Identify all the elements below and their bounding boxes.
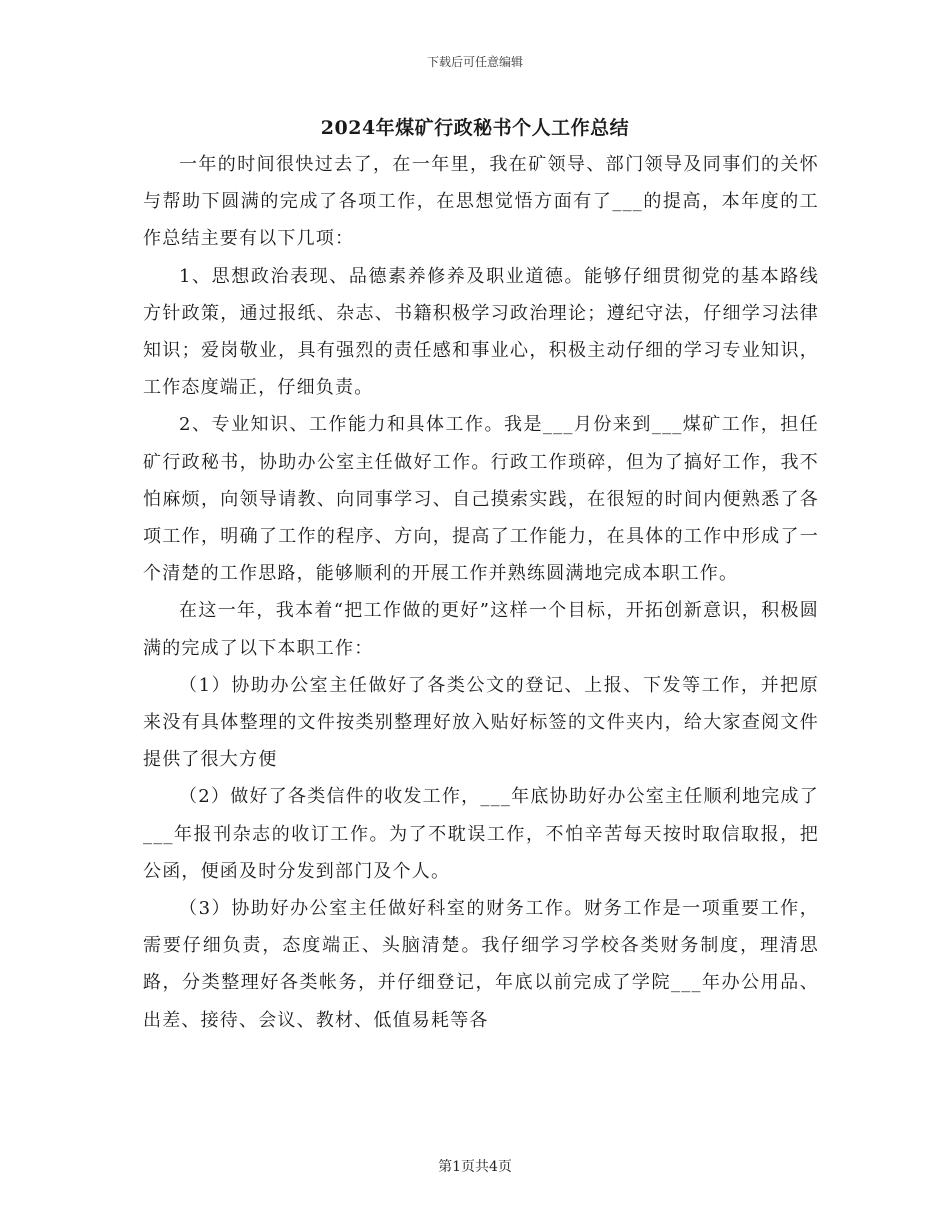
page-number: 第1页共4页 bbox=[438, 1159, 512, 1175]
header-note: 下载后可任意编辑 bbox=[426, 55, 523, 69]
paragraph-duties-intro: 在这一年，我本着“把工作做的更好”这样一个目标，开拓创新意识，积极圆满的完成了以下本职工作： bbox=[143, 600, 819, 659]
paragraph-duty-2: （2）做好了各类信件的收发工作，___年底协助好办公室主任顺利地完成了___年报刊杂志的收订工作。为了不耽误工作，不怕辛苦每天按时取信取报，把公函，便函及时分发到部门及个人。 bbox=[143, 786, 819, 882]
paragraph-duty-3: （3）协助好办公室主任做好科室的财务工作。财务工作是一项重要工作，需要仔细负责，态度端正、头脑清楚。我仔细学习学校各类财务制度，理清思路，分类整理好各类帐务，并仔细登记，年底以前完成了学院___年办公用品、出差、接待、会议、教材、低值易耗等各 bbox=[143, 898, 819, 1031]
paragraph-duty-1: （1）协助办公室主任做好了各类公文的登记、上报、下发等工作，并把原来没有具体整理的文件按类别整理好放入贴好标签的文件夹内，给大家查阅文件提供了很大方便 bbox=[143, 674, 819, 771]
paragraph-item-2: 2、专业知识、工作能力和具体工作。我是___月份来到___煤矿工作，担任矿行政秘书，协助办公室主任做好工作。行政工作琐碎，但为了搞好工作，我不怕麻烦，向领导请教、向同事学习、自己摸索实践，在很短的时间内便熟悉了各项工作，明确了工作的程序、方向，提高了工作能力，在具体的工作中形成了一个清楚的工作思路，能够顺利的开展工作并熟练圆满地完成本职工作。 bbox=[143, 414, 819, 585]
paragraph-intro: 一年的时间很快过去了，在一年里，我在矿领导、部门领导及同事们的关怀与帮助下圆满的完成了各项工作，在思想觉悟方面有了___的提高，本年度的工作总结主要有以下几项： bbox=[143, 154, 819, 250]
paragraph-item-1: 1、思想政治表现、品德素养修养及职业道德。能够仔细贯彻党的基本路线方针政策，通过报纸、杂志、书籍积极学习政治理论；遵纪守法，仔细学习法律知识；爱岗敬业，具有强烈的责任感和事业心，积极主动仔细的学习专业知识，工作态度端正，仔细负责。 bbox=[143, 265, 819, 399]
document-title: 2024年煤矿行政秘书个人工作总结 bbox=[320, 117, 630, 139]
document-body bbox=[143, 146, 819, 1039]
